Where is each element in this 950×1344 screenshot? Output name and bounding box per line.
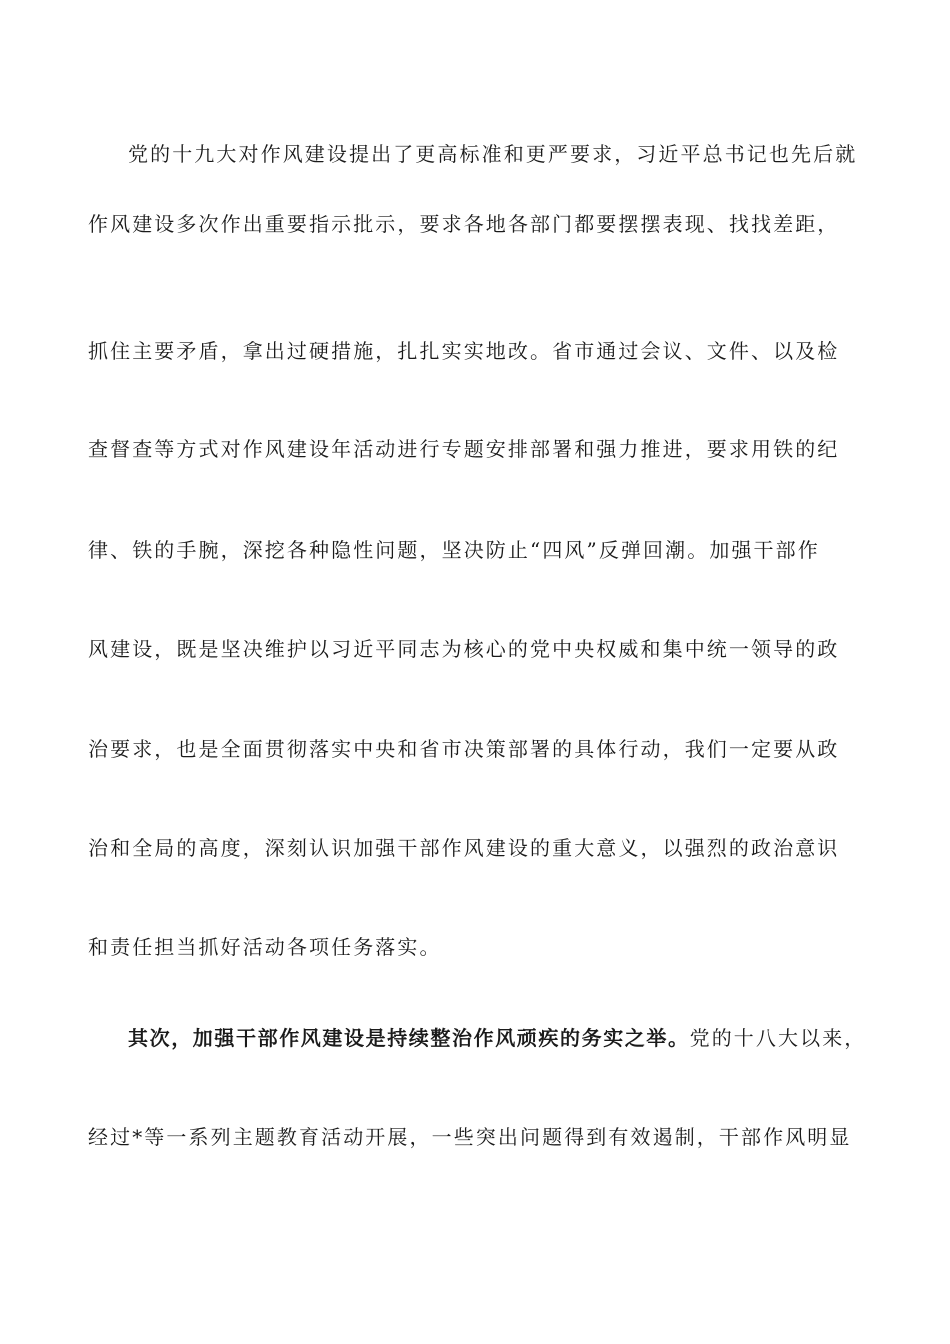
paragraph-1-line-9: 和责任担当抓好活动各项任务落实。 — [88, 935, 442, 959]
paragraph-1-line-1: 党的十九大对作风建设提出了更高标准和更严要求，习近平总书记也先后就 — [128, 142, 858, 166]
paragraph-2-line-2: 经过*等一系列主题教育活动开展，一些突出问题得到有效遏制，干部作风明显 — [88, 1125, 852, 1149]
paragraph-1-line-6: 风建设，既是坚决维护以习近平同志为核心的党中央权威和集中统一领导的政 — [88, 637, 840, 661]
paragraph-1-line-3: 抓住主要矛盾，拿出过硬措施，扎扎实实地改。省市通过会议、文件、以及检 — [88, 339, 840, 363]
paragraph-2-line-1 — [128, 1021, 868, 1055]
paragraph-1-line-4: 查督查等方式对作风建设年活动进行专题安排部署和强力推进，要求用铁的纪 — [88, 437, 840, 461]
paragraph-2-first-line-rest: 党的十八大以来， — [689, 1026, 867, 1050]
paragraph-1-line-2: 作风建设多次作出重要指示批示，要求各地各部门都要摆摆表现、找找差距， — [88, 212, 840, 236]
paragraph-1-line-5: 律、铁的手腕，深挖各种隐性问题，坚决防止“四风”反弹回潮。加强干部作 — [88, 538, 820, 562]
paragraph-2-heading: 其次，加强干部作风建设是持续整治作风顽疾的务实之举。 — [128, 1026, 690, 1050]
paragraph-1-line-7: 治要求，也是全面贯彻落实中央和省市决策部署的具体行动，我们一定要从政 — [88, 737, 840, 761]
paragraph-1-line-8: 治和全局的高度，深刻认识加强干部作风建设的重大意义，以强烈的政治意识 — [88, 836, 840, 860]
